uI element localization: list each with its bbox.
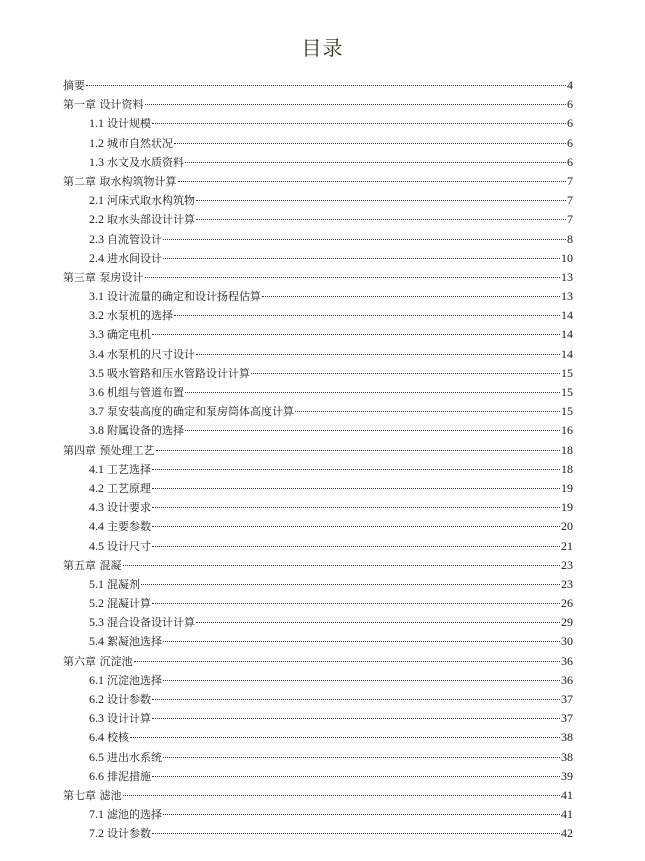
toc-entry-label: [63, 556, 122, 575]
toc-entry-text: 工艺选择: [107, 462, 151, 476]
toc-entry-text: 吸水管路和压水管路设计计算: [107, 366, 250, 380]
toc-section-number: 7.2: [89, 826, 104, 841]
toc-entry-text: 水文及水质资料: [107, 155, 184, 169]
toc-entry-label: [89, 748, 162, 767]
dot-leader: [152, 833, 560, 834]
toc-section-number: 1.1: [89, 116, 104, 131]
dot-leader: [152, 546, 560, 547]
dot-leader: [152, 469, 560, 470]
toc-entry-label: [89, 709, 151, 728]
toc-page-number: 41: [561, 807, 573, 822]
toc-section-number: 6.1: [89, 672, 104, 687]
dot-leader: [163, 258, 560, 259]
toc-entry-label: [63, 172, 177, 191]
toc-entry-label: [89, 824, 151, 843]
toc-entry-label: [89, 383, 184, 402]
toc-section-entry[interactable]: [63, 134, 573, 153]
toc-section-number: 3.3: [89, 327, 104, 342]
toc-entry-label: [89, 517, 151, 536]
toc-entry-text: 取水头部设计计算: [107, 213, 195, 227]
dot-leader: [130, 737, 560, 738]
toc-entry-text: 第五章 混凝: [63, 558, 122, 572]
toc-entry-label: [89, 114, 151, 133]
toc-page-number: 23: [561, 557, 573, 572]
toc-entry-text: 混合设备设计计算: [107, 616, 195, 630]
toc-entry-label: [89, 728, 129, 747]
toc-page-number: 26: [561, 596, 573, 611]
toc-entry-label: [63, 441, 155, 460]
toc-entry-label: [89, 287, 261, 306]
toc-entry-text: 第七章 滤池: [63, 788, 122, 802]
toc-page-number: 7: [567, 173, 573, 188]
toc-section-entry[interactable]: [63, 191, 573, 210]
toc-entry-label: [89, 364, 250, 383]
toc-entry-text: 设计规模: [107, 117, 151, 131]
dot-leader: [152, 699, 560, 700]
dot-leader: [196, 622, 560, 623]
table-of-contents: [63, 76, 573, 844]
toc-entry-text: 水泵机的尺寸设计: [107, 347, 195, 361]
toc-page-number: 37: [561, 692, 573, 706]
toc-page-number: 30: [561, 634, 573, 649]
toc-entry-text: 进出水系统: [107, 750, 162, 764]
toc-entry-label: [89, 402, 294, 421]
dot-leader: [163, 641, 560, 642]
toc-section-number: 6.3: [89, 711, 104, 726]
toc-entry-text: 设计参数: [107, 693, 151, 706]
toc-section-entry[interactable]: [63, 460, 573, 479]
toc-page-number: 14: [561, 327, 573, 342]
dot-leader: [185, 392, 560, 393]
toc-entry-text: 城市自然状况: [107, 136, 173, 150]
toc-entry-text: 水泵机的选择: [107, 309, 173, 323]
toc-entry-text: 主要参数: [107, 520, 151, 534]
dot-leader: [196, 200, 566, 201]
dot-leader: [178, 181, 567, 182]
dot-leader: [152, 488, 560, 489]
toc-section-entry[interactable]: [63, 517, 573, 536]
toc-entry-text: 第三章 泵房设计: [63, 270, 144, 284]
toc-entry-text: 混凝计算: [107, 597, 151, 611]
toc-entry-label: [63, 76, 85, 95]
toc-section-entry[interactable]: [63, 421, 573, 440]
toc-page-number: 6: [567, 97, 573, 112]
toc-entry-text: 第一章 设计资料: [63, 98, 144, 112]
toc-section-entry[interactable]: [63, 594, 573, 613]
dot-leader: [152, 776, 560, 777]
toc-entry-text: 设计计算: [107, 712, 151, 726]
toc-section-number: 3.6: [89, 385, 104, 399]
toc-section-entry[interactable]: [63, 632, 573, 651]
toc-entry-label: [89, 594, 151, 613]
toc-section-number: 2.1: [89, 193, 104, 208]
toc-entry-label: [89, 325, 151, 344]
dot-leader: [185, 430, 560, 431]
toc-entry-text: 设计尺寸: [107, 539, 151, 553]
toc-page-number: 18: [561, 442, 573, 457]
dot-leader: [196, 219, 566, 220]
toc-entry-label: [63, 652, 133, 671]
toc-page-number: 37: [561, 711, 573, 726]
toc-page-number: 36: [561, 653, 573, 668]
dot-leader: [152, 603, 560, 604]
toc-page-number: 38: [561, 730, 573, 745]
toc-entry-label: [89, 153, 184, 172]
toc-section-number: 1.3: [89, 154, 104, 169]
toc-page-number: 23: [561, 576, 573, 591]
dot-leader: [156, 450, 561, 451]
toc-page-number: 14: [561, 308, 573, 323]
toc-section-entry[interactable]: [63, 383, 573, 402]
toc-page-number: 29: [561, 615, 573, 630]
toc-entry-text: 进水间设计: [107, 251, 162, 265]
toc-entry-text: 混凝剂: [107, 577, 140, 591]
toc-entry-label: [63, 95, 144, 114]
toc-entry-text: 泵安装高度的确定和泵房筒体高度计算: [107, 405, 294, 419]
toc-chapter-entry[interactable]: [63, 95, 573, 114]
toc-entry-text: 沉淀池选择: [107, 673, 162, 687]
toc-section-entry[interactable]: [63, 690, 573, 709]
toc-section-entry[interactable]: [63, 153, 573, 172]
toc-page-number: 21: [561, 538, 573, 553]
toc-section-number: 4.5: [89, 538, 104, 553]
toc-page-number: 7: [567, 212, 573, 227]
toc-section-number: 5.3: [89, 615, 104, 630]
dot-leader: [163, 814, 560, 815]
toc-section-number: 4.4: [89, 519, 104, 534]
toc-section-entry[interactable]: [63, 230, 573, 249]
toc-entry-text: 滤池的选择: [107, 808, 162, 822]
toc-entry-label: [89, 498, 151, 517]
toc-entry-label: [89, 671, 162, 690]
dot-leader: [295, 411, 560, 412]
dot-leader: [163, 757, 560, 758]
toc-entry-label: [89, 421, 184, 440]
dot-leader: [145, 104, 567, 105]
toc-page-number: 38: [561, 749, 573, 764]
toc-entry-label: [89, 230, 162, 249]
toc-section-number: 6.2: [89, 692, 104, 706]
toc-entry-label: [63, 786, 122, 805]
toc-entry-label: [89, 479, 151, 498]
toc-section-entry[interactable]: [63, 345, 573, 364]
toc-section-entry[interactable]: [63, 306, 573, 325]
toc-entry-label: [89, 690, 151, 709]
toc-chapter-entry[interactable]: [63, 268, 573, 287]
toc-section-number: 4.3: [89, 500, 104, 515]
toc-entry-label: [89, 613, 195, 632]
toc-entry-label: [89, 306, 173, 325]
toc-page-number: 7: [567, 193, 573, 208]
toc-entry-label: [89, 632, 162, 651]
toc-entry-text: 机组与管道布置: [107, 386, 184, 399]
toc-page-number: 15: [561, 404, 573, 419]
toc-section-number: 4.2: [89, 480, 104, 495]
toc-section-number: 3.8: [89, 423, 104, 438]
dot-leader: [152, 123, 566, 124]
dot-leader: [163, 680, 560, 681]
toc-section-number: 6.4: [89, 730, 104, 745]
toc-entry-text: 第六章 沉淀池: [63, 654, 133, 668]
toc-entry-label: [89, 134, 173, 153]
toc-entry-text: 设计参数: [107, 827, 151, 841]
toc-entry-text: 确定电机: [107, 328, 151, 342]
toc-entry-text: 排泥措施: [107, 769, 151, 783]
toc-section-number: 5.1: [89, 576, 104, 591]
toc-section-number: 2.3: [89, 231, 104, 246]
toc-chapter-entry[interactable]: [63, 172, 573, 191]
dot-leader: [251, 373, 560, 374]
toc-entry-label: [89, 767, 151, 786]
toc-section-number: 3.4: [89, 346, 104, 361]
toc-section-number: 6.6: [89, 768, 104, 783]
toc-entry-text: 工艺原理: [107, 481, 151, 495]
toc-page-number: 15: [561, 385, 573, 399]
toc-entry-label: [89, 249, 162, 268]
toc-section-number: 5.2: [89, 596, 104, 611]
dot-leader: [163, 239, 566, 240]
toc-page-number: 8: [567, 231, 573, 246]
toc-page-number: 15: [561, 365, 573, 380]
dot-leader: [86, 85, 566, 86]
dot-leader: [174, 315, 560, 316]
toc-section-entry[interactable]: [63, 325, 573, 344]
toc-entry-text: 附属设备的选择: [107, 424, 184, 438]
toc-section-entry[interactable]: [63, 767, 573, 786]
toc-page-number: 36: [561, 672, 573, 687]
toc-section-entry[interactable]: [63, 805, 573, 824]
toc-page-number: 6: [567, 116, 573, 131]
toc-entry-label: [89, 210, 195, 229]
toc-entry-label: [89, 460, 151, 479]
toc-section-number: 3.2: [89, 308, 104, 323]
toc-section-number: 7.1: [89, 807, 104, 822]
toc-section-entry[interactable]: [63, 709, 573, 728]
toc-section-entry[interactable]: [63, 824, 573, 843]
page-title: 目录: [301, 36, 344, 60]
dot-leader: [196, 354, 560, 355]
toc-section-number: 2.2: [89, 212, 104, 227]
toc-entry-label: [89, 191, 195, 210]
toc-section-entry[interactable]: [63, 287, 573, 306]
toc-section-entry[interactable]: [63, 114, 573, 133]
toc-section-entry[interactable]: [63, 498, 573, 517]
toc-page-number: 42: [561, 826, 573, 841]
toc-entry-label: [63, 268, 144, 287]
toc-entry-label: [89, 537, 151, 556]
toc-entry-text: 自流管设计: [107, 232, 162, 246]
toc-chapter-entry[interactable]: [63, 786, 573, 805]
toc-section-entry[interactable]: [63, 537, 573, 556]
dot-leader: [262, 296, 560, 297]
toc-page-number: 6: [567, 154, 573, 169]
toc-section-entry[interactable]: [63, 575, 573, 594]
dot-leader: [134, 661, 561, 662]
toc-entry-text: 第四章 预处理工艺: [63, 443, 155, 457]
dot-leader: [145, 277, 561, 278]
toc-section-entry[interactable]: [63, 249, 573, 268]
toc-entry-label: [89, 345, 195, 364]
toc-page-number: 10: [561, 250, 573, 265]
toc-page-number: 4: [567, 78, 573, 92]
toc-section-number: 3.1: [89, 289, 104, 304]
toc-entry-text: 设计流量的确定和设计扬程估算: [107, 290, 261, 304]
toc-entry-label: [89, 805, 162, 824]
toc-section-entry[interactable]: [63, 364, 573, 383]
toc-section-number: 2.4: [89, 250, 104, 265]
toc-entry-text: 絮凝池选择: [107, 635, 162, 649]
toc-page-number: 16: [561, 423, 573, 438]
toc-entry-text: 摘要: [63, 79, 85, 92]
toc-section-entry[interactable]: [63, 748, 573, 767]
dot-leader: [152, 334, 560, 335]
toc-section-number: 1.2: [89, 135, 104, 150]
dot-leader: [123, 565, 561, 566]
toc-page-number: 18: [561, 461, 573, 476]
toc-section-entry[interactable]: [63, 210, 573, 229]
toc-section-number: 3.5: [89, 365, 104, 380]
toc-page-number: 13: [561, 289, 573, 304]
toc-page-number: 14: [561, 346, 573, 361]
toc-entry-text: 第二章 取水构筑物计算: [63, 174, 177, 188]
toc-section-entry[interactable]: [63, 479, 573, 498]
toc-page-number: 20: [561, 519, 573, 534]
toc-section-entry[interactable]: [63, 613, 573, 632]
toc-section-entry[interactable]: [63, 671, 573, 690]
dot-leader: [185, 162, 566, 163]
toc-page-number: 13: [561, 269, 573, 284]
toc-chapter-entry[interactable]: [63, 76, 573, 95]
toc-entry-label: [89, 575, 140, 594]
dot-leader: [141, 584, 560, 585]
toc-page-number: 19: [561, 480, 573, 495]
toc-page-number: 6: [567, 135, 573, 150]
toc-section-number: 5.4: [89, 634, 104, 649]
toc-section-number: 4.1: [89, 461, 104, 476]
dot-leader: [152, 718, 560, 719]
toc-page-number: 41: [561, 787, 573, 802]
toc-entry-text: 河床式取水构筑物: [107, 194, 195, 208]
toc-chapter-entry[interactable]: [63, 652, 573, 671]
dot-leader: [152, 526, 560, 527]
toc-entry-text: 校核: [107, 731, 129, 745]
toc-page-number: 19: [561, 500, 573, 515]
toc-chapter-entry[interactable]: [63, 556, 573, 575]
dot-leader: [152, 507, 560, 508]
toc-section-entry[interactable]: [63, 402, 573, 421]
toc-section-number: 6.5: [89, 749, 104, 764]
toc-section-number: 3.7: [89, 404, 104, 419]
dot-leader: [123, 795, 561, 796]
toc-page-number: 39: [561, 768, 573, 783]
toc-entry-text: 设计要求: [107, 501, 151, 515]
toc-chapter-entry[interactable]: [63, 441, 573, 460]
dot-leader: [174, 143, 566, 144]
toc-section-entry[interactable]: [63, 728, 573, 747]
